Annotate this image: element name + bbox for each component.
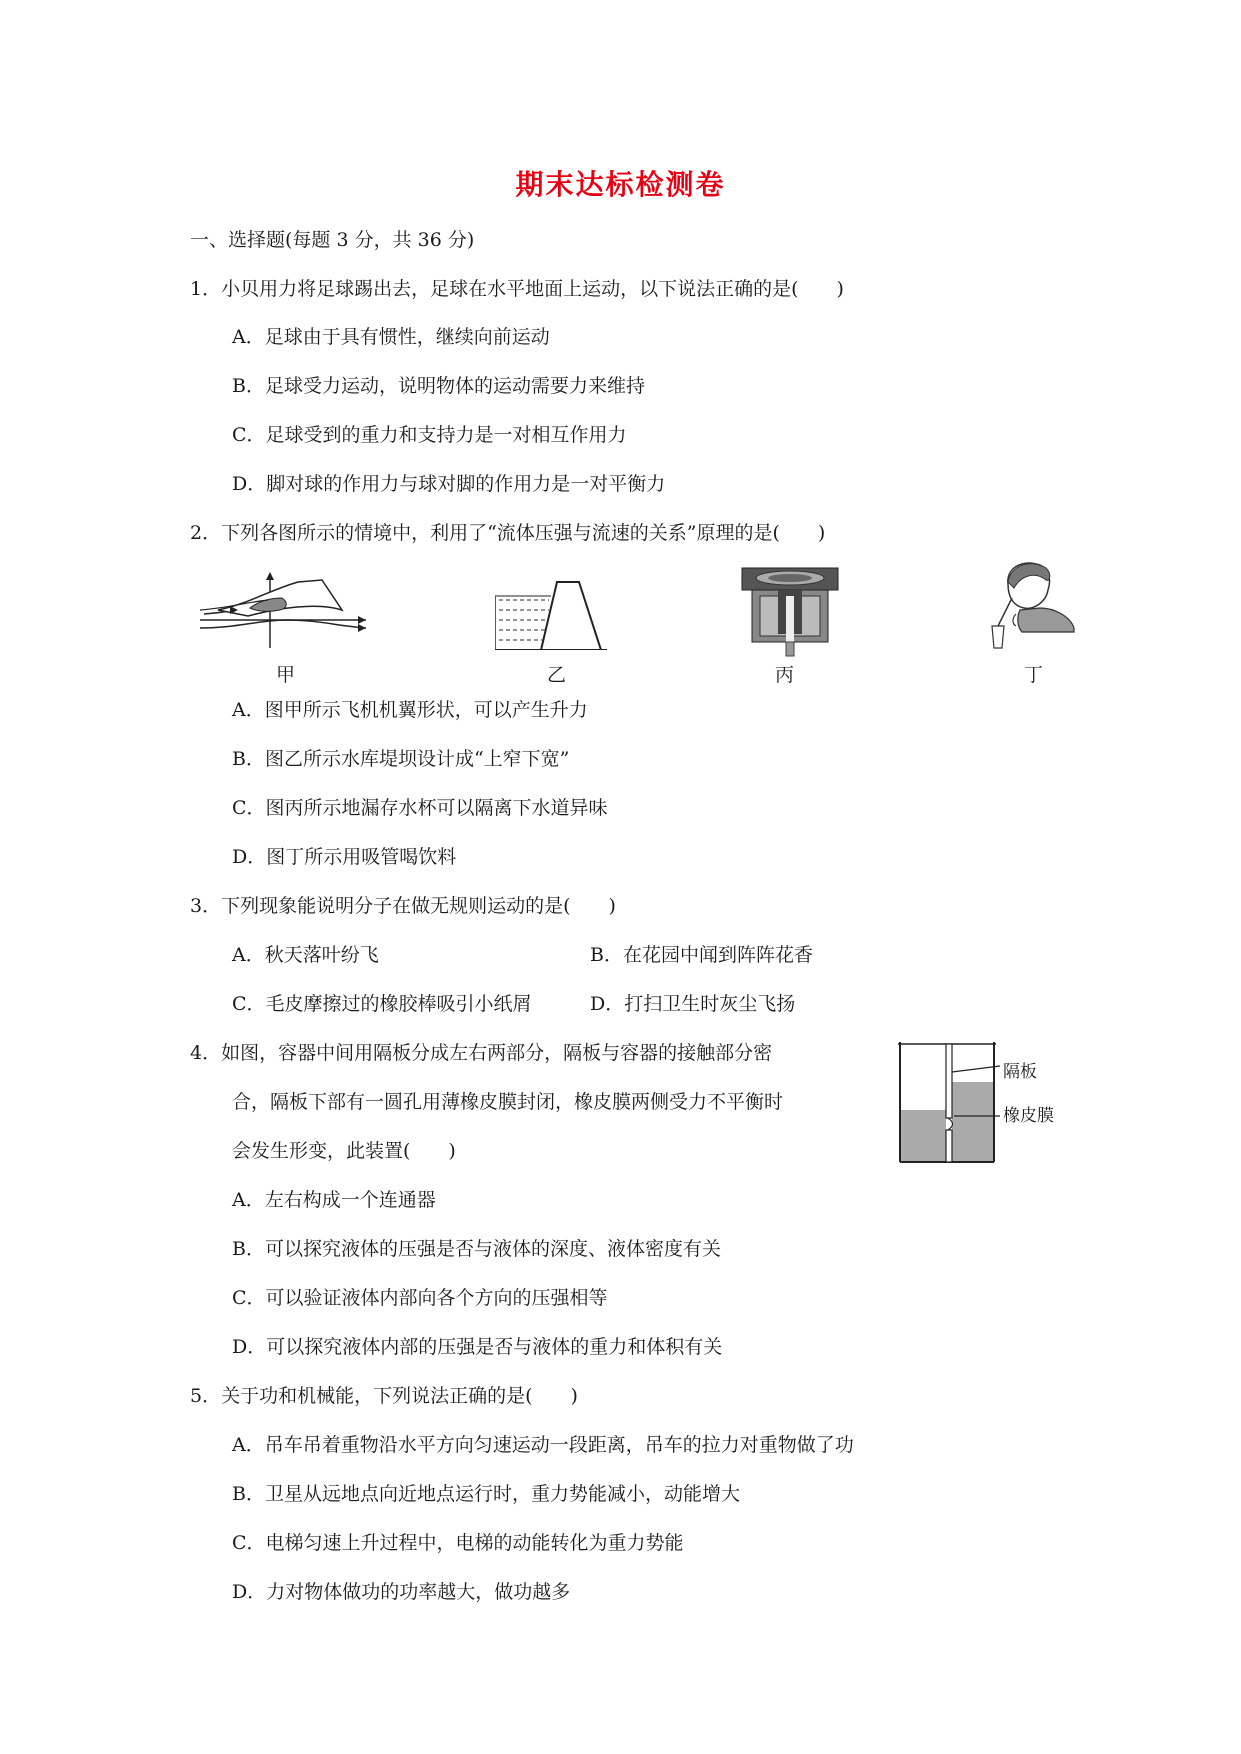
- figure-caption-jia: 甲: [276, 664, 296, 686]
- q5-option-d: D．力对物体做功的功率越大，做功越多: [232, 1581, 571, 1603]
- q1-option-c: C．足球受到的重力和支持力是一对相互作用力: [232, 424, 627, 446]
- q5-option-b: B．卫星从远地点向近地点运行时，重力势能减小，动能增大: [232, 1483, 740, 1505]
- q1-option-b: B．足球受力运动，说明物体的运动需要力来维持: [232, 375, 645, 397]
- q4-option-d: D．可以探究液体内部的压强是否与液体的重力和体积有关: [232, 1336, 723, 1358]
- question-4-stem-line-3: 会发生形变，此装置( ): [232, 1140, 456, 1162]
- dam-figure: [495, 578, 607, 650]
- q1-option-d: D．脚对球的作用力与球对脚的作用力是一对平衡力: [232, 473, 666, 495]
- q2-option-c: C．图丙所示地漏存水杯可以隔离下水道异味: [232, 797, 608, 819]
- q3-option-b: B．在花园中闻到阵阵花香: [590, 944, 813, 966]
- q1-option-a: A．足球由于具有惯性，继续向前运动: [232, 326, 550, 348]
- question-3-stem: 3．下列现象能说明分子在做无规则运动的是( ): [190, 895, 616, 917]
- question-4-stem-line-2: 合，隔板下部有一圆孔用薄橡皮膜封闭，橡皮膜两侧受力不平衡时: [232, 1091, 784, 1113]
- figure-caption-ding: 丁: [1024, 664, 1044, 686]
- q2-option-a: A．图甲所示飞机机翼形状，可以产生升力: [232, 699, 588, 721]
- label-leader-lines: [950, 1060, 1010, 1120]
- question-5-stem: 5．关于功和机械能，下列说法正确的是( ): [190, 1385, 578, 1407]
- q3-option-c: C．毛皮摩擦过的橡胶棒吸引小纸屑: [232, 993, 532, 1015]
- q3-option-a: A．秋天落叶纷飞: [232, 944, 379, 966]
- question-4-stem-line-1: 4．如图，容器中间用隔板分成左右两部分，隔板与容器的接触部分密: [190, 1042, 773, 1064]
- label-rubber-membrane: 橡皮膜: [1003, 1106, 1054, 1126]
- q4-option-c: C．可以验证液体内部向各个方向的压强相等: [232, 1287, 608, 1309]
- floor-drain-figure: [740, 566, 840, 658]
- q5-option-a: A．吊车吊着重物沿水平方向匀速运动一段距离，吊车的拉力对重物做了功: [232, 1434, 854, 1456]
- q5-option-c: C．电梯匀速上升过程中，电梯的动能转化为重力势能: [232, 1532, 684, 1554]
- label-partition: 隔板: [1003, 1062, 1037, 1082]
- figure-caption-yi: 乙: [547, 664, 567, 686]
- question-2-stem: 2．下列各图所示的情境中，利用了“流体压强与流速的关系”原理的是( ): [190, 522, 826, 544]
- q2-option-d: D．图丁所示用吸管喝饮料: [232, 846, 457, 868]
- section-heading: 一、选择题(每题 3 分，共 36 分): [190, 229, 475, 251]
- q3-option-d: D．打扫卫生时灰尘飞扬: [590, 993, 796, 1015]
- q2-option-b: B．图乙所示水库堤坝设计成“上窄下宽”: [232, 748, 570, 770]
- q4-option-b: B．可以探究液体的压强是否与液体的深度、液体密度有关: [232, 1238, 721, 1260]
- airfoil-figure: [198, 568, 370, 650]
- question-1-stem: 1．小贝用力将足球踢出去，足球在水平地面上运动，以下说法正确的是( ): [190, 278, 844, 300]
- page-title: 期末达标检测卷: [515, 168, 726, 201]
- boy-drinking-figure: [990, 558, 1076, 650]
- q4-option-a: A．左右构成一个连通器: [232, 1189, 436, 1211]
- figure-caption-bing: 丙: [775, 664, 795, 686]
